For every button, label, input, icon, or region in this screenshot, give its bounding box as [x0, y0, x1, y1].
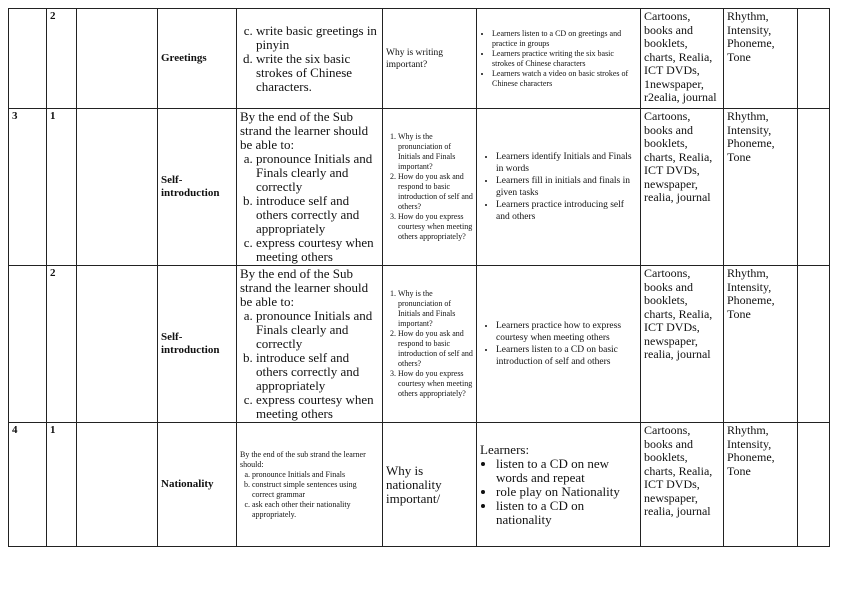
assessment-cell: Rhythm, Intensity, Phoneme, Tone: [724, 423, 798, 547]
lesson-cell: 2: [47, 9, 77, 109]
objectives-cell: [237, 109, 383, 266]
activity-item: • Learners practice writing the six basic strokes of Chinese characters: [492, 49, 637, 69]
strand-cell: [77, 9, 158, 109]
week-cell: 4: [9, 423, 47, 547]
question-item: 2. How do you ask and respond to basic introduction of self and others?: [398, 329, 473, 369]
learning-activities-cell: [477, 423, 641, 547]
question-item: 1. Why is the pronunciation of Initials and Finals important?: [398, 289, 473, 329]
objective-item: c. express courtesy when meeting others: [256, 393, 379, 421]
objective-item: c. ask each other their nationality appropriately.: [252, 500, 379, 520]
inquiry-questions-cell: [383, 109, 477, 266]
objective-item: c. express courtesy when meeting others: [256, 236, 379, 264]
lesson-cell: 1: [47, 423, 77, 547]
activity-item: • Learners listen to a CD on greetings and practice in groups: [492, 29, 637, 49]
scheme-of-work-table: [8, 8, 830, 547]
week-cell: 3: [9, 109, 47, 266]
inquiry-questions-cell: [383, 423, 477, 547]
table-row: [9, 423, 830, 547]
activity-item: • Learners practice how to express courtesy when meeting others: [496, 320, 637, 344]
activity-item: • Learners practice introducing self and others: [496, 199, 637, 223]
activity-item: • Learners listen to a CD on basic introduction of self and others: [496, 344, 637, 368]
objectives-intro: By the end of the sub strand the learner should:: [240, 449, 366, 469]
question-item: 2. How do you ask and respond to basic introduction of self and others?: [398, 172, 473, 212]
table-row: [9, 266, 830, 423]
substrand-cell: Self-introduction: [158, 266, 237, 423]
strand-cell: [77, 266, 158, 423]
question-item: 1. Why is the pronunciation of Initials and Finals important?: [398, 132, 473, 172]
week-cell: [9, 9, 47, 109]
activity-item: • Learners watch a video on basic strokes of Chinese characters: [492, 69, 637, 89]
objective-item: b. introduce self and others correctly and appropriately: [256, 194, 379, 236]
objectives-intro: By the end of the Sub strand the learner should be able to:: [240, 109, 369, 152]
table-row: [9, 109, 830, 266]
objective-item: a. pronounce Initials and Finals: [252, 470, 379, 480]
objective-item: a. pronounce Initials and Finals clearly and correctly: [256, 309, 379, 351]
reflection-cell: [798, 9, 830, 109]
learning-activities-cell: [477, 266, 641, 423]
reflection-cell: [798, 423, 830, 547]
assessment-cell: Rhythm, Intensity, Phoneme, Tone: [724, 9, 798, 109]
objective-item: b. introduce self and others correctly and appropriately: [256, 351, 379, 393]
substrand-cell: Greetings: [158, 9, 237, 109]
activity-item: • listen to a CD on new words and repeat: [496, 457, 637, 485]
resources-cell: Cartoons, books and booklets, charts, Realia, ICT DVDs, newspaper, realia, journal: [641, 266, 724, 423]
assessment-cell: Rhythm, Intensity, Phoneme, Tone: [724, 266, 798, 423]
table-row: [9, 9, 830, 109]
learning-activities-cell: [477, 109, 641, 266]
activity-item: • Learners fill in initials and finals in given tasks: [496, 175, 637, 199]
objectives-cell: [237, 423, 383, 547]
activity-item: • Learners identify Initials and Finals in words: [496, 151, 637, 175]
resources-cell: Cartoons, books and booklets, charts, Realia, ICT DVDs, 1newspaper, r2ealia, journal: [641, 9, 724, 109]
objective-item: c. write basic greetings in pinyin: [256, 24, 379, 52]
lesson-cell: 1: [47, 109, 77, 266]
question-item: Why is nationality important/: [386, 462, 442, 506]
lesson-cell: 2: [47, 266, 77, 423]
activities-intro: Learners:: [480, 441, 530, 457]
question-item: Why is writing important?: [386, 47, 443, 70]
question-item: 3. How do you express courtesy when meeting others appropriately?: [398, 212, 473, 242]
strand-cell: [77, 423, 158, 547]
inquiry-questions-cell: [383, 9, 477, 109]
objectives-cell: [237, 9, 383, 109]
reflection-cell: [798, 266, 830, 423]
objective-item: d. write the six basic strokes of Chinese characters.: [256, 52, 379, 94]
strand-cell: [77, 109, 158, 266]
question-item: 3. How do you express courtesy when meeting others appropriately?: [398, 369, 473, 399]
objective-item: a. pronounce Initials and Finals clearly and correctly: [256, 152, 379, 194]
objectives-cell: [237, 266, 383, 423]
inquiry-questions-cell: [383, 266, 477, 423]
substrand-cell: Nationality: [158, 423, 237, 547]
week-cell: [9, 266, 47, 423]
resources-cell: Cartoons, books and booklets, charts, Realia, ICT DVDs, newspaper, realia, journal: [641, 423, 724, 547]
activity-item: • listen to a CD on nationality: [496, 499, 637, 527]
assessment-cell: Rhythm, Intensity, Phoneme, Tone: [724, 109, 798, 266]
objectives-intro: By the end of the Sub strand the learner should be able to:: [240, 266, 369, 309]
objective-item: b. construct simple sentences using correct grammar: [252, 480, 379, 500]
substrand-cell: Self-introduction: [158, 109, 237, 266]
activity-item: • role play on Nationality: [496, 485, 637, 499]
learning-activities-cell: [477, 9, 641, 109]
reflection-cell: [798, 109, 830, 266]
resources-cell: Cartoons, books and booklets, charts, Realia, ICT DVDs, newspaper, realia, journal: [641, 109, 724, 266]
